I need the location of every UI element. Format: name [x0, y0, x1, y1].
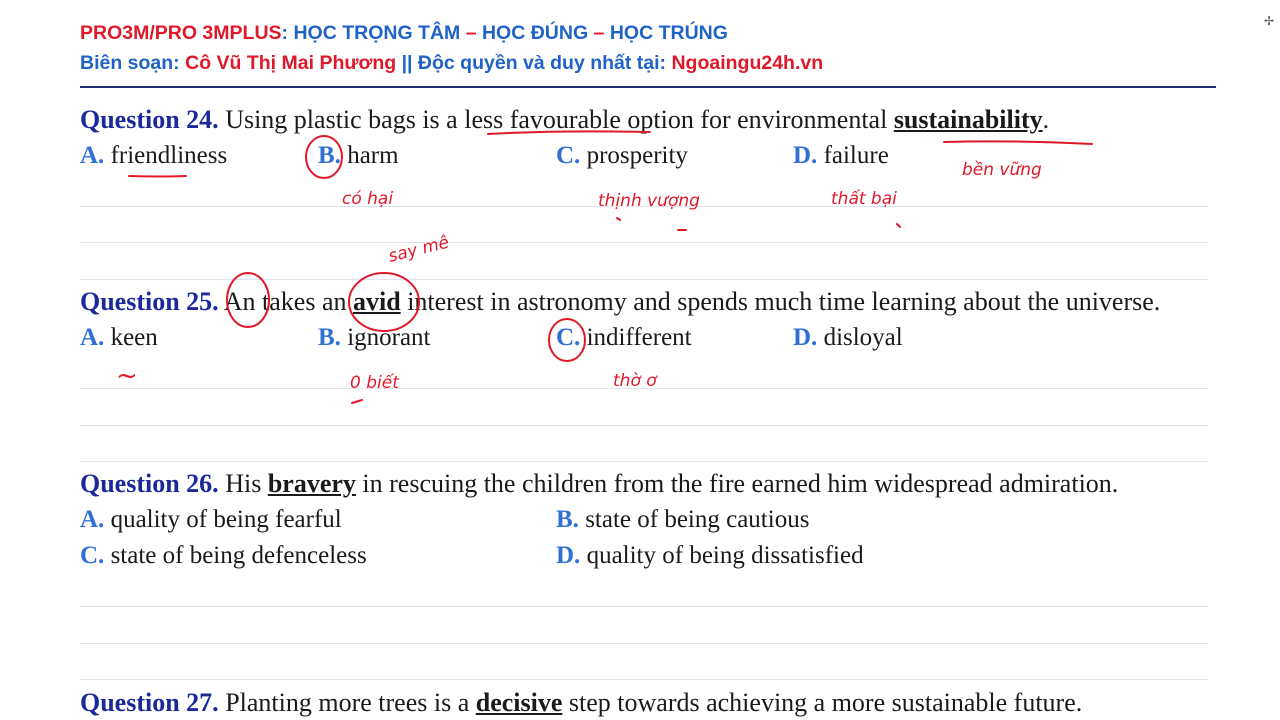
note-tho-o: thờ ơ	[613, 371, 657, 391]
option-text: keen	[110, 324, 158, 351]
option-letter: A.	[80, 324, 105, 351]
question-text-end: in rescuing the children from the fire earned him widespread admiration.	[355, 469, 1119, 498]
note-co-hai: có hại	[342, 189, 394, 209]
question-keyword: sustainability	[893, 105, 1043, 134]
circle-an	[227, 273, 269, 327]
circle-option-c	[549, 319, 585, 361]
note-tilde: ~	[116, 361, 138, 391]
slogan-dash: –	[588, 22, 610, 44]
option-text: indifferent	[586, 324, 692, 351]
header-slogan-1: : HỌC TRỌNG TÂM	[281, 22, 461, 44]
option-letter: D.	[793, 324, 818, 351]
question-text: His	[218, 469, 268, 498]
question-text: Planting more trees is a	[218, 688, 476, 717]
slogan-dash: –	[460, 22, 482, 44]
header-slogan-2: HỌC ĐÚNG	[481, 22, 589, 44]
question-text: Using plastic bags is a less favourable option for environmental	[218, 105, 894, 134]
option-letter: A.	[80, 142, 105, 169]
option-text: prosperity	[586, 142, 688, 169]
question-text-end: step towards achieving a more sustainable future.	[562, 688, 1083, 717]
question-text-end: .	[1042, 105, 1050, 134]
option-text: ignorant	[347, 324, 431, 351]
underline-sustainability	[944, 141, 1092, 144]
question-number: Question 26.	[80, 469, 219, 498]
option-letter: D.	[793, 142, 818, 169]
course-name: PRO3M/PRO 3MPLUS	[80, 22, 282, 44]
question-number: Question 25.	[80, 287, 219, 316]
question-keyword: avid	[353, 287, 401, 316]
option-text: state of being cautious	[585, 506, 810, 533]
site-link[interactable]: Ngoaingu24h.vn	[671, 52, 824, 74]
option-letter: B.	[556, 506, 579, 533]
option-letter: B.	[318, 142, 341, 169]
option-text: failure	[823, 142, 889, 169]
option-text: quality of being dissatisfied	[586, 542, 864, 569]
underline-less-favourable	[488, 131, 650, 134]
option-letter: B.	[318, 324, 341, 351]
option-text: state of being defenceless	[110, 542, 367, 569]
option-text: harm	[347, 142, 399, 169]
option-text: quality of being fearful	[110, 506, 342, 533]
circle-avid	[349, 273, 419, 331]
author-label: Biên soạn:	[80, 52, 186, 74]
option-text: disloyal	[823, 324, 903, 351]
question-number: Question 27.	[80, 688, 219, 717]
exclusive-text: || Độc quyền và duy nhất tại:	[396, 52, 672, 74]
option-letter: C.	[80, 542, 105, 569]
question-text-end: interest in astronomy and spends much time learning about the universe.	[400, 287, 1161, 316]
note-ben-vung: bền vững	[962, 160, 1042, 180]
option-letter: A.	[80, 506, 105, 533]
sparkle-icon: ✢	[1263, 14, 1274, 28]
author-name: Cô Vũ Thị Mai Phương	[185, 52, 397, 74]
option-text: friendliness	[110, 142, 228, 169]
tick-mark	[617, 218, 620, 220]
option-letter: C.	[556, 324, 581, 351]
note-that-bai: thất bại	[831, 189, 897, 209]
tick-mark	[897, 224, 900, 227]
note-thinh-vuong: thịnh vượng	[598, 191, 700, 211]
question-keyword: bravery	[267, 469, 356, 498]
option-letter: D.	[556, 542, 581, 569]
option-letter: C.	[556, 142, 581, 169]
note-say-me: say mê	[386, 232, 452, 267]
question-number: Question 24.	[80, 105, 219, 134]
note-o-biet: 0 biết	[350, 373, 399, 393]
question-text: An takes an	[218, 287, 353, 316]
header-slogan-3: HỌC TRÚNG	[609, 22, 728, 44]
question-keyword: decisive	[475, 688, 563, 717]
circle-option-b	[306, 136, 342, 178]
underline-friendliness	[129, 176, 186, 177]
dash-mark	[352, 400, 362, 403]
